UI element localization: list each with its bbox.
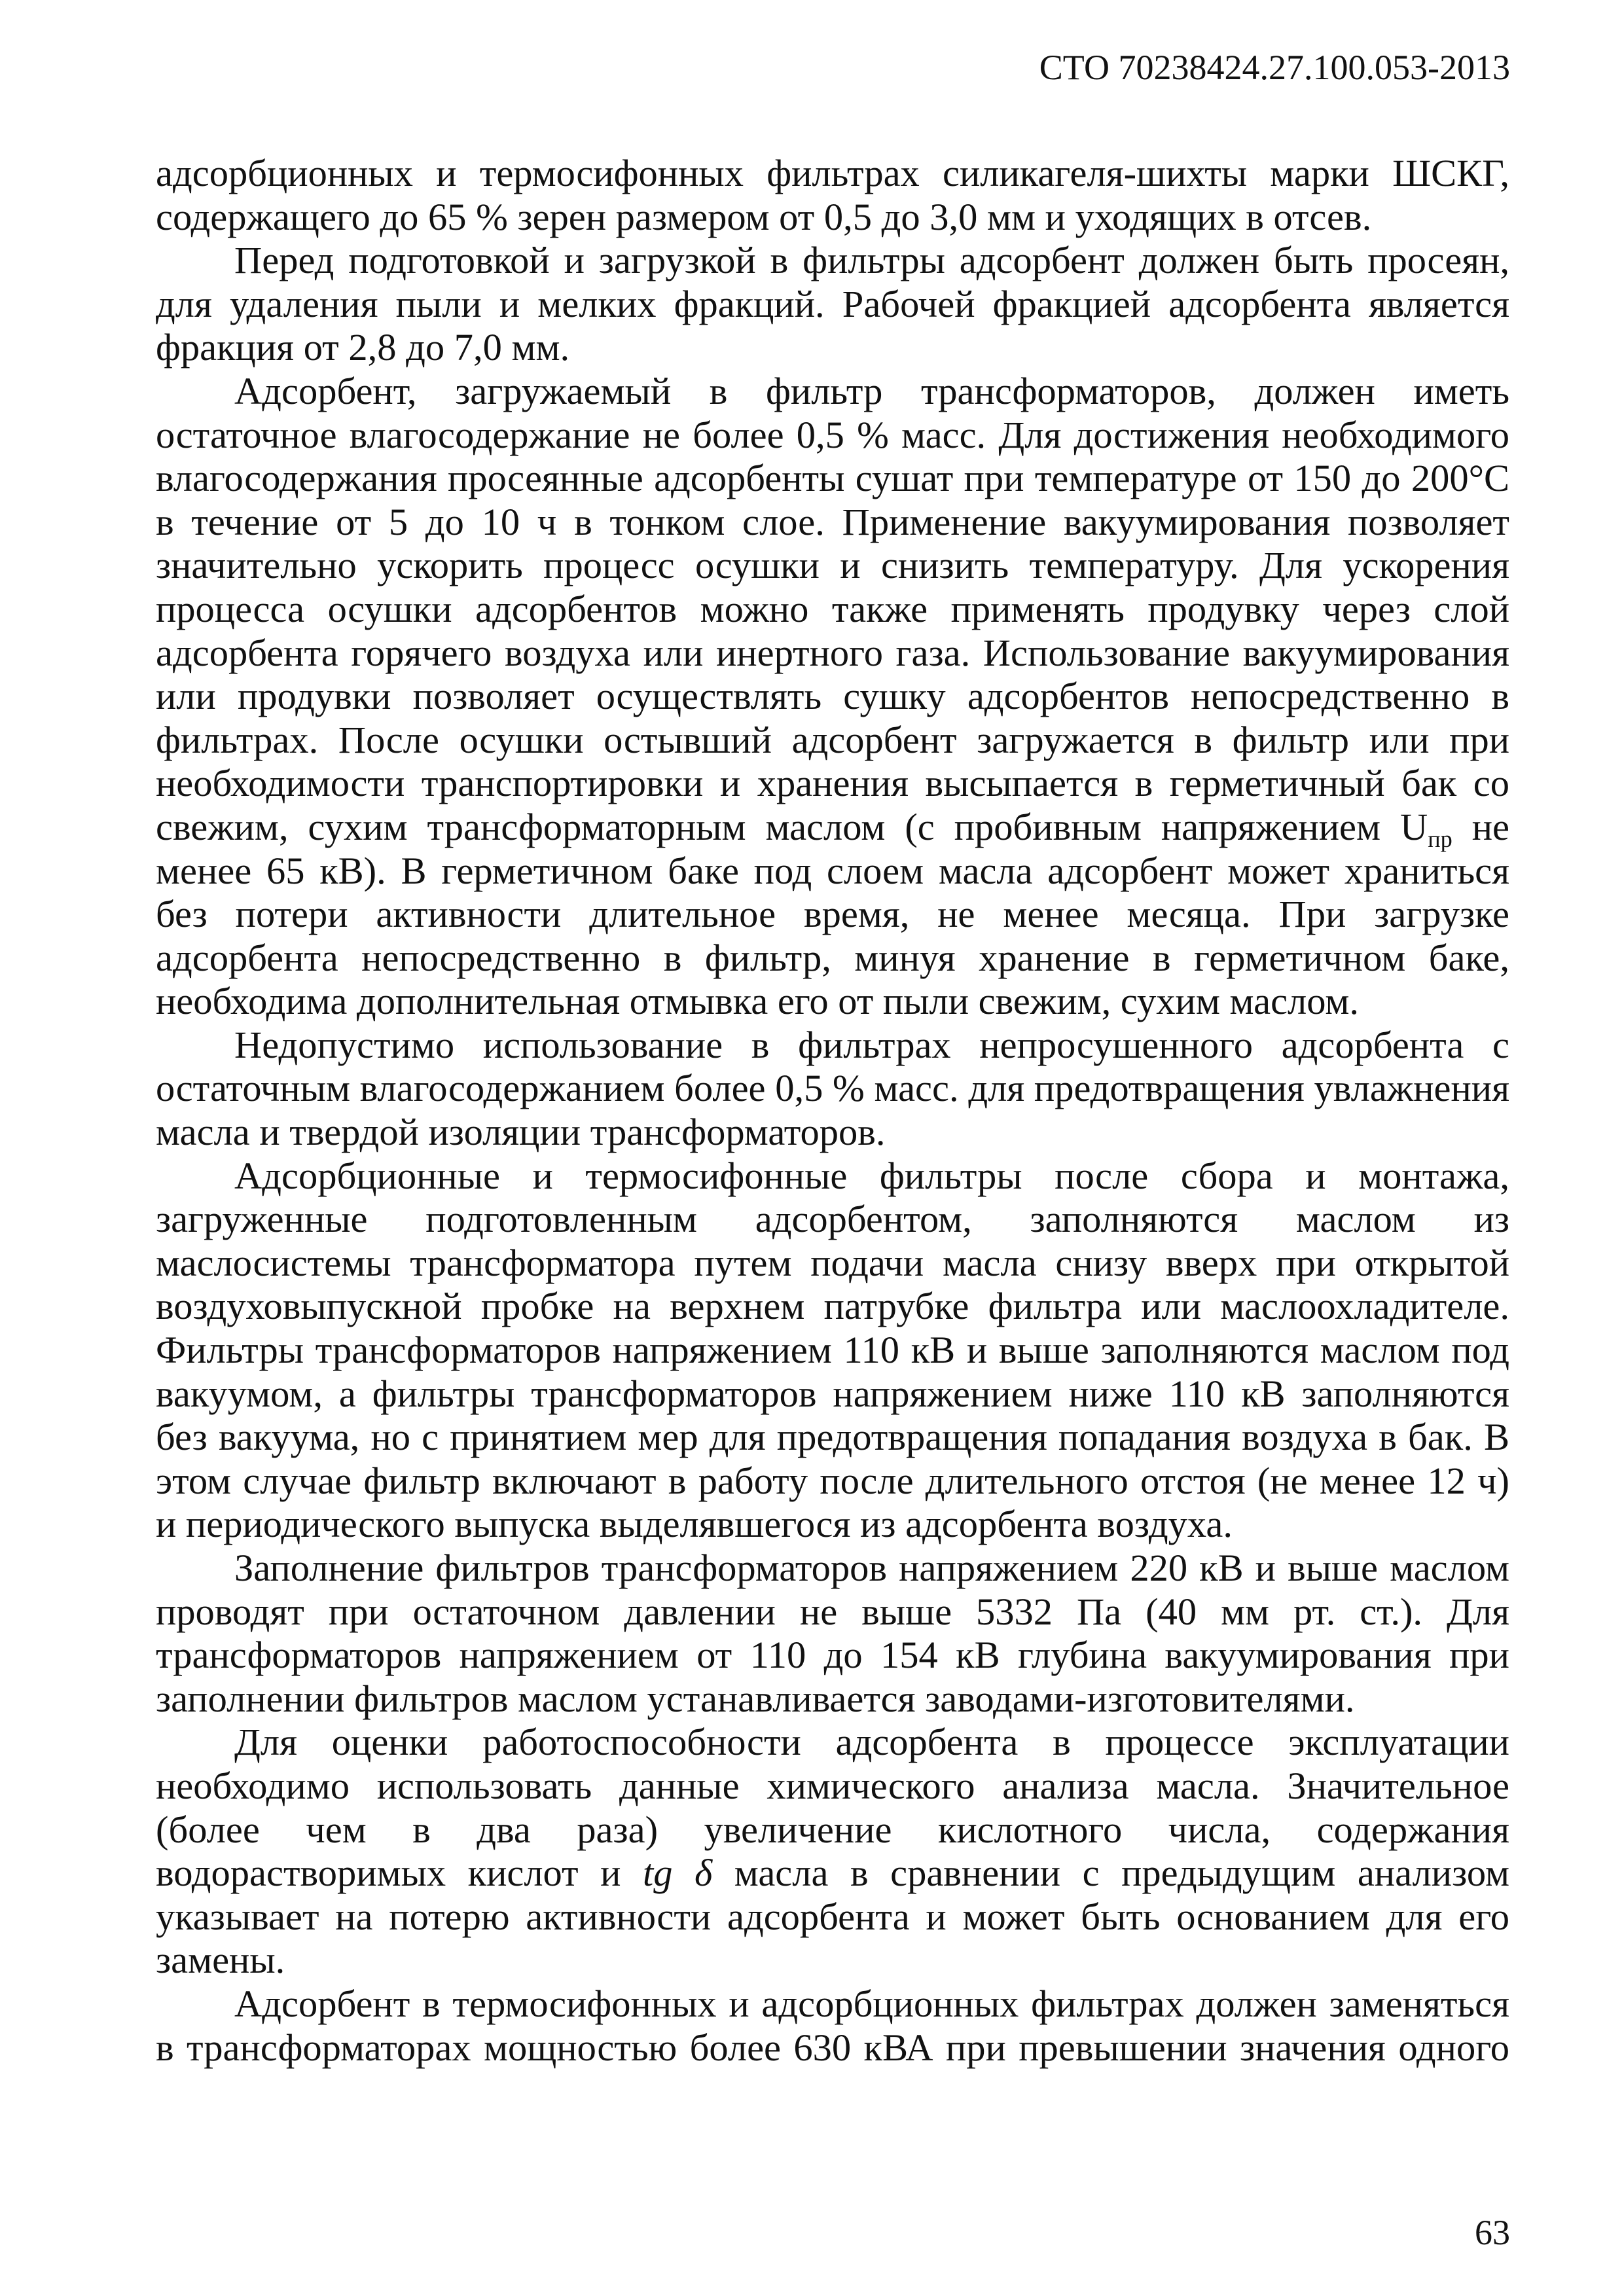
- paragraph-replacement: Адсорбент в термосифонных и адсорбционных фильтрах должен заменяться в трансформаторах мощностью более 630 кВА при превышении значения одного: [156, 1982, 1509, 2069]
- paragraph-filling: Адсорбционные и термосифонные фильтры после сбора и монтажа, загруженные подготовленным адсорбентом, заполняются маслом из маслосистемы трансформатора путем подачи масла снизу вверх при открытой воздуховыпускной пробке на верхнем патрубке фильтра или маслоохладителе. Фильтры трансформаторов напряжением 110 кВ и выше заполняются маслом под вакуумом, а фильтры трансформаторов напряжением ниже 110 кВ заполняются без вакуума, но с принятием мер для предотвращения попадания воздуха в бак. В этом случае фильтр включают в работу после длительного отстоя (не менее 12 ч) и периодического выпуска выделявшегося из адсорбента воздуха.: [156, 1154, 1509, 1546]
- paragraph-evaluation: [156, 1721, 1509, 1982]
- voltage-symbol: U: [1399, 805, 1428, 848]
- body-text: [156, 152, 1509, 2070]
- page-number: 63: [1475, 2213, 1510, 2252]
- voltage-subscript: пр: [1428, 825, 1453, 852]
- paragraph-inadmissible: Недопустимо использование в фильтрах непросушенного адсорбента с остаточным влагосодержанием более 0,5 % масс. для предотвращения увлажнения масла и твердой изоляции трансформаторов.: [156, 1023, 1509, 1154]
- paragraph-drying-text-1: Адсорбент, загружаемый в фильтр трансформаторов, должен иметь остаточное влагосодержание не более 0,5 % масс. Для достижения необходимого влагосодержания просеянные адсорбенты сушат при температуре от 150 до 200°С в течение от 5 до 10 ч в тонком слое. Применение вакуумирования позволяет значительно ускорить процесс осушки и снизить температуру. Для ускорения процесса осушки адсорбентов можно также применять продувку через слой адсорбента горячего воздуха или инертного газа. Использование вакуумирования или продувки позволяет осуществлять сушку адсорбентов непосредственно в фильтрах. После осушки остывший адсорбент загружается в фильтр или при необходимости транспортировки и хранения высыпается в герметичный бак со свежим, сухим трансформаторным маслом (с пробивным напряжением: [156, 369, 1509, 848]
- paragraph-vacuum: Заполнение фильтров трансформаторов напряжением 220 кВ и выше маслом проводят при остаточном давлении не выше 5332 Па (40 мм рт. ст.). Для трансформаторов напряжением от 110 до 154 кВ глубина вакуумирования при заполнении фильтров маслом устанавливается заводами-изготовителями.: [156, 1547, 1509, 1720]
- paragraph-evaluation-text-1: Для оценки работоспособности адсорбента в процессе эксплуатации необходимо использовать данные химического анализа масла. Значительное (более чем в два раза) увеличение кислотного числа, содержания водорастворимых кислот и: [156, 1721, 1509, 1895]
- tg-delta-symbol: tg δ: [642, 1852, 713, 1895]
- paragraph-drying-text-2: не менее 65 кВ). В герметичном баке под слоем масла адсорбент может храниться без потери активности длительное время, не менее месяца. При загрузке адсорбента непосредственно в фильтр, минуя хранение в герметичном баке, необходима дополнительная отмывка его от пыли свежим, сухим маслом.: [156, 805, 1509, 1023]
- paragraph-continuation: адсорбционных и термосифонных фильтрах силикагеля-шихты марки ШСКГ, содержащего до 65 % зерен размером от 0,5 до 3,0 мм и уходящих в отсев.: [156, 152, 1509, 238]
- paragraph-sieving: Перед подготовкой и загрузкой в фильтры адсорбент должен быть просеян, для удаления пыли и мелких фракций. Рабочей фракцией адсорбента является фракция от 2,8 до 7,0 мм.: [156, 239, 1509, 369]
- paragraph-drying: [156, 370, 1509, 1024]
- document-code-header: СТО 70238424.27.100.053-2013: [1039, 48, 1510, 87]
- paragraph-evaluation-text-2: масла в сравнении с предыдущим анализом указывает на потерю активности адсорбента и может быть основанием для его замены.: [156, 1852, 1510, 1982]
